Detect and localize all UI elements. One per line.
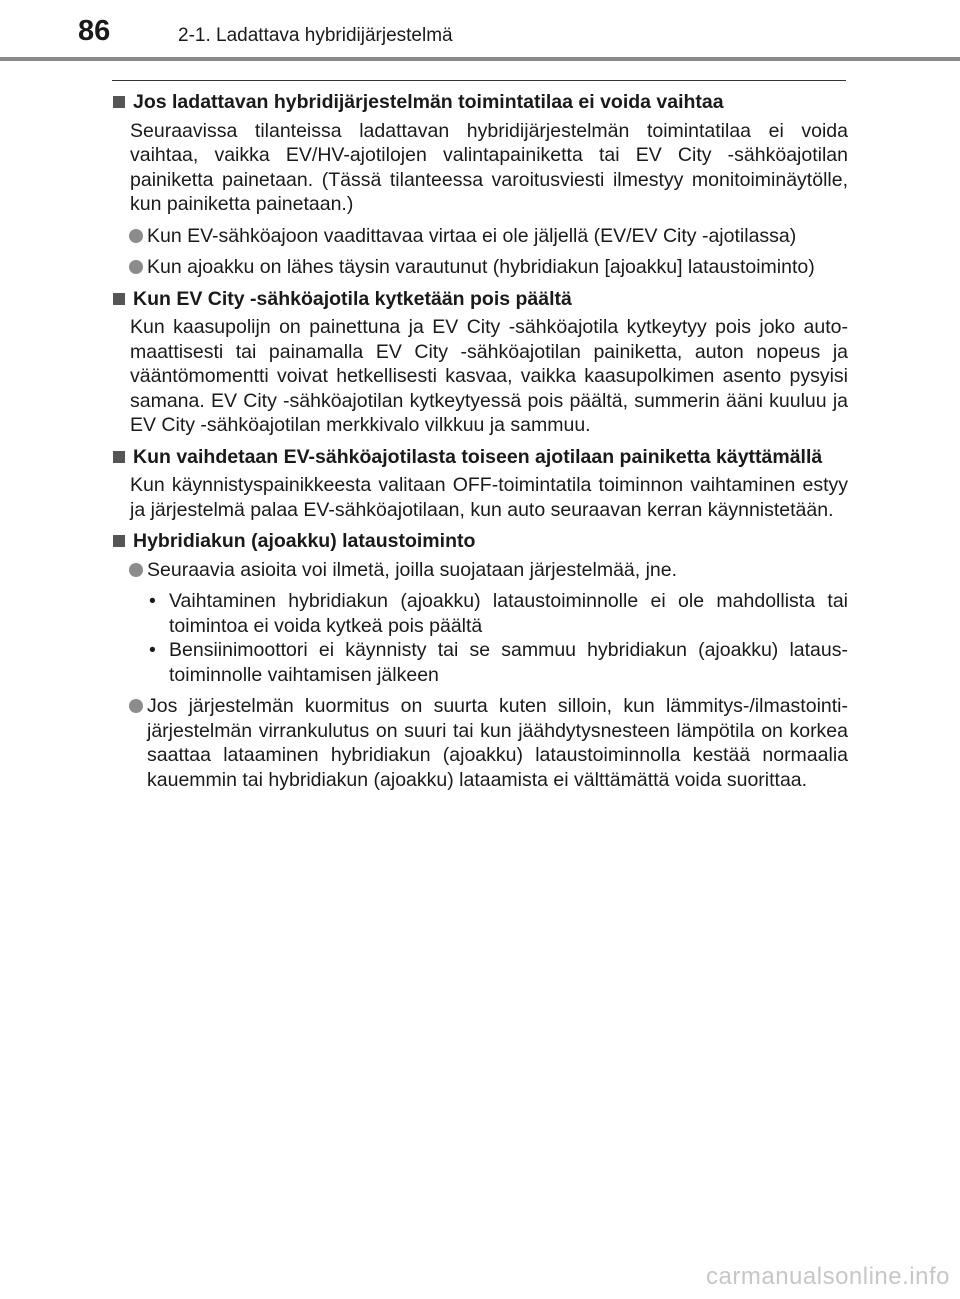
section-paragraph: Kun kaasupolijn on painettuna ja EV City -sähköajotila kytkeytyy pois joko automaattisesti tai painamalla EV City -sähköajotilan painiketta, auton nopeus ja vääntömomentti voivat hetkellisesti kasvaa, vaikka kaasupolkimen asento pysyisi samana. EV City -sähköajotilan kytkeytyessä pois päältä, summerin ääni kuuluu ja EV City -sähköajotilan merkkivalo vilkkuu ja sammuu. xyxy=(130,316,848,436)
heading-square-icon xyxy=(113,451,125,463)
watermark: carmanualsonline.info xyxy=(706,1263,950,1290)
sub-bullet-text: Bensiinimoottori ei käynnisty tai se sammuu hybridiakun (ajoakku) lataustoiminnolle vaihtamisen jälkeen xyxy=(169,639,848,686)
bullet-text: Jos järjestelmän kuormitus on suurta kuten silloin, kun lämmitys-/ilmastointijärjestelmän virrankulutus on suuri tai kun jäähdytysnesteen lämpötila on korkea saattaa lataaminen hybridiakun (ajoakku) lataustoiminnolla kestää normaalia kauemmin tai hybridiakun (ajoakku) lataamista ei välttämättä voida suorittaa. xyxy=(147,695,848,791)
list-item xyxy=(129,694,848,792)
section-ev-city-off xyxy=(110,287,848,438)
page-header xyxy=(0,0,960,60)
page-number: 86 xyxy=(78,15,111,47)
heading-text: Hybridiakun (ajoakku) lataustoiminto xyxy=(133,530,476,552)
section-switch-from-ev xyxy=(110,445,848,523)
bullet-text: Kun EV-sähköajoon vaadittavaa virtaa ei ole jäljellä (EV/EV City -ajotilassa) xyxy=(147,224,797,247)
heading-square-icon xyxy=(113,535,125,547)
heading-text: Kun vaihdetaan EV-sähköajotilasta toiseen ajotilaan painiketta käyttämällä xyxy=(133,445,823,468)
sub-list-item xyxy=(147,638,848,687)
section-battery-charge-mode xyxy=(110,529,848,792)
sub-bullet-text: Vaihtaminen hybridiakun (ajoakku) lataustoiminnolle ei ole mahdollista tai toimintoa ei voida kytkeä pois päältä xyxy=(169,590,848,637)
heading-square-icon xyxy=(113,293,125,305)
bullet-dot-icon xyxy=(129,563,143,577)
section-paragraph: Kun käynnistyspainikkeesta valitaan OFF-toimintatila toiminnon vaihtaminen estyy ja järjestelmä palaa EV-sähköajotilaan, kun auto seuraavan kerran käynnistetään. xyxy=(130,474,848,521)
content-top-rule xyxy=(112,80,846,81)
bullet-dot-icon xyxy=(129,260,143,274)
bullet-dot-icon xyxy=(129,699,143,713)
section-heading xyxy=(110,445,848,470)
header-rule xyxy=(0,57,960,61)
heading-square-icon xyxy=(113,96,125,108)
section-heading xyxy=(110,287,848,312)
chapter-title: 2-1. Ladattava hybridijärjestelmä xyxy=(178,25,453,46)
list-item xyxy=(129,224,848,249)
list-item xyxy=(129,558,848,583)
bullet-dot-icon xyxy=(129,229,143,243)
sub-bullet-icon: • xyxy=(149,639,156,661)
sub-bullet-icon: • xyxy=(149,590,156,612)
sub-list xyxy=(110,589,848,687)
section-paragraph: Seuraavissa tilanteissa ladattavan hybridijärjestelmän toimintatilaa ei voida vaihtaa, vaikka EV/HV-ajotilojen valintapainiketta tai EV City -sähköajotilan painiketta painetaan. (Tässä tilanteessa varoitusviesti ilmestyy monitoiminäytölle, kun painiketta painetaan.) xyxy=(130,119,848,215)
section-heading xyxy=(110,529,848,554)
page-content xyxy=(110,90,848,799)
sub-list-item xyxy=(147,589,848,638)
bullet-text: Seuraavia asioita voi ilmetä, joilla suojataan järjestelmää, jne. xyxy=(147,558,678,581)
heading-text: Kun EV City -sähköajotila kytketään pois päältä xyxy=(133,287,572,310)
section-mode-change-unavailable xyxy=(110,90,848,280)
section-heading xyxy=(110,90,848,115)
list-item xyxy=(129,255,848,280)
heading-text: Jos ladattavan hybridijärjestelmän toimintatilaa ei voida vaihtaa xyxy=(133,91,724,113)
bullet-text: Kun ajoakku on lähes täysin varautunut (hybridiakun [ajoakku] lataustoiminto) xyxy=(147,256,815,278)
